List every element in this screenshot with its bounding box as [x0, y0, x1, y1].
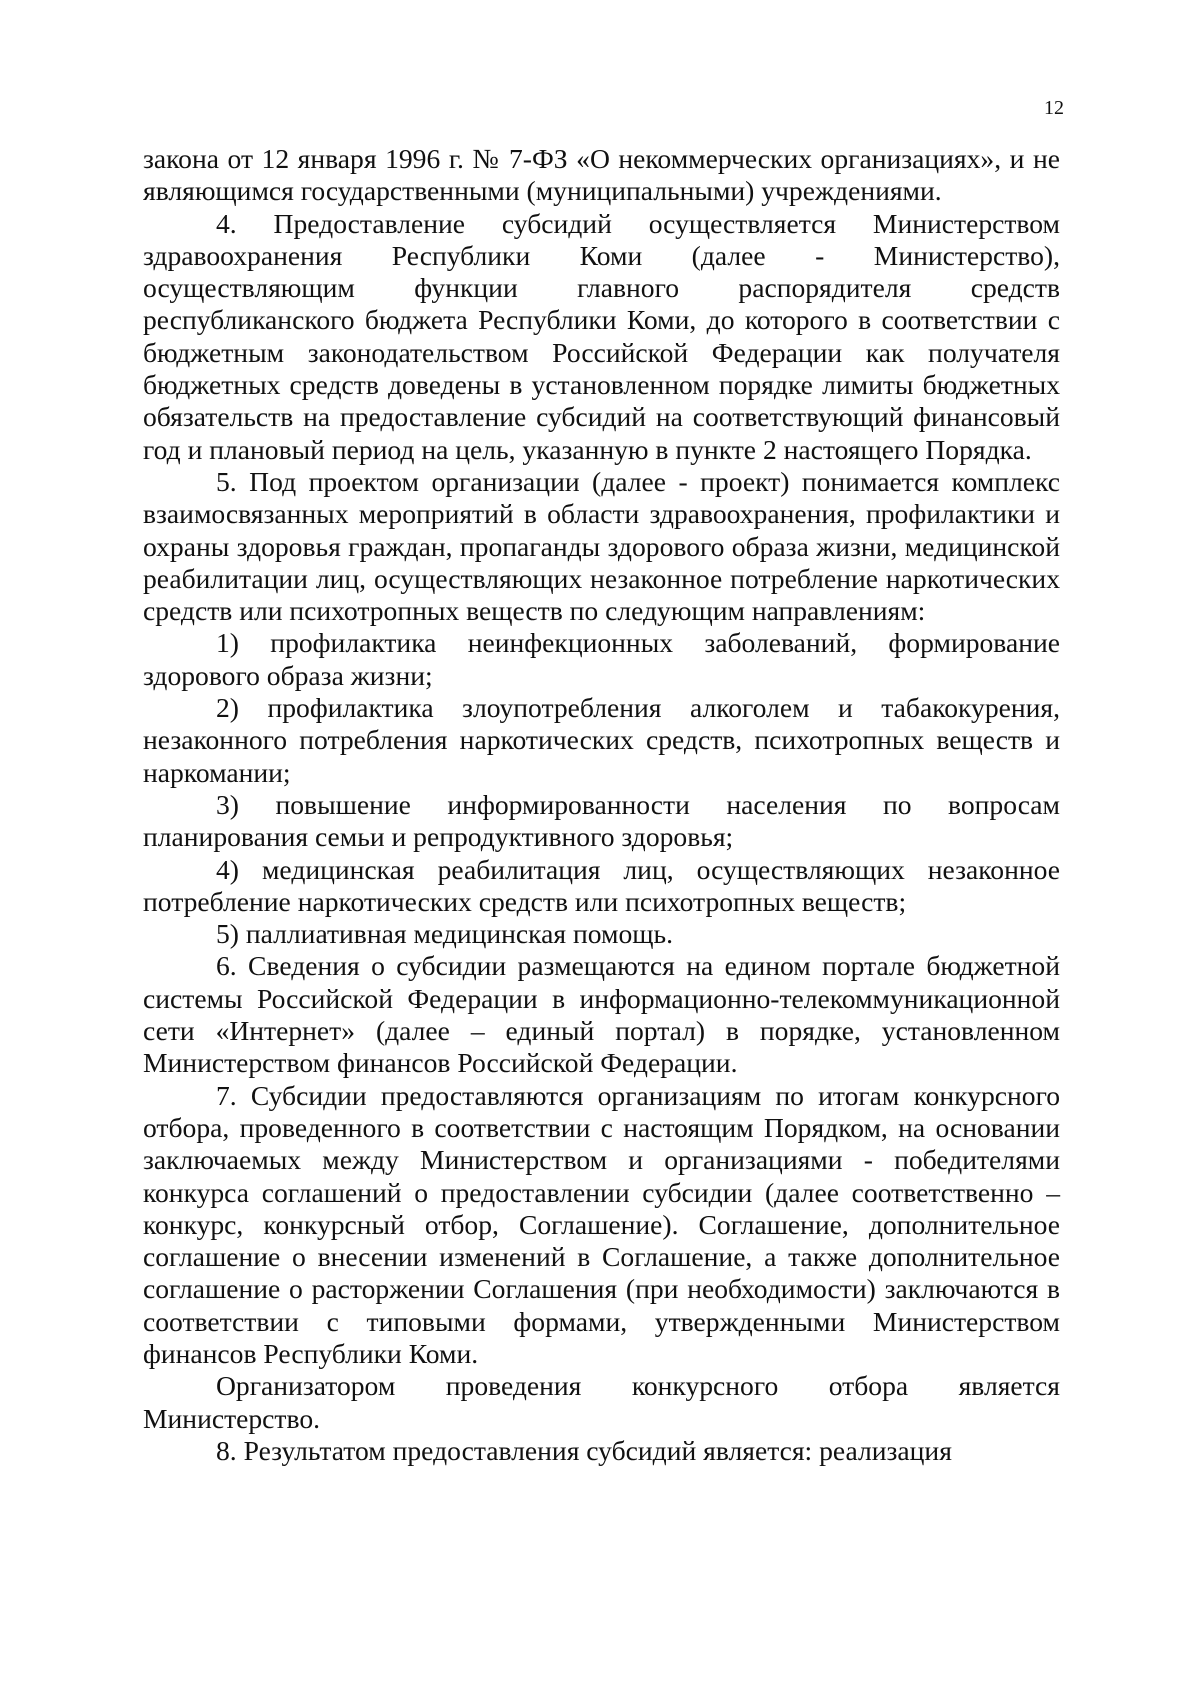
- paragraph-item-4: 4. Предоставление субсидий осуществляется Министерством здравоохранения Республики Коми (далее - Министерство), осуществляющим функции главного распорядителя средств республиканского бюджета Республики Коми, до которого в соответствии с бюджетным законодательством Российской Федерации как получателя бюджетных средств доведены в установленном порядке лимиты бюджетных обязательств на предоставление субсидий на соответствующий финансовый год и плановый период на цель, указанную в пункте 2 настоящего Порядка.: [143, 207, 1060, 465]
- page-number: 12: [1044, 97, 1064, 119]
- paragraph-item-7: 7. Субсидии предоставляются организациям по итогам конкурсного отбора, проведенного в соответствии с настоящим Порядком, на основании заключаемых между Министерством и организациями - победителями конкурса соглашений о предоставлении субсидии (далее соответственно – конкурс, конкурсный отбор, Соглашение). Соглашение, дополнительное соглашение о внесении изменений в Соглашение, а также дополнительное соглашение о расторжении Соглашения (при необходимости) заключаются в соответствии с типовыми формами, утвержденными Министерством финансов Республики Коми.: [143, 1079, 1060, 1369]
- list-item-1: 1) профилактика неинфекционных заболеваний, формирование здорового образа жизни;: [143, 627, 1060, 691]
- list-item-3: 3) повышение информированности населения по вопросам планирования семьи и репродуктивного здоровья;: [143, 788, 1060, 853]
- paragraph-item-8: 8. Результатом предоставления субсидий является: реализация: [216, 1434, 952, 1466]
- list-item-2: 2) профилактика злоупотребления алкоголем и табакокурения, незаконного потребления наркотических средств, психотропных веществ и наркомании;: [143, 692, 1060, 788]
- document-body: [143, 143, 1060, 1467]
- list-item-4: 4) медицинская реабилитация лиц, осуществляющих незаконное потребление наркотических средств или психотропных веществ;: [143, 853, 1060, 917]
- paragraph-item-6: 6. Сведения о субсидии размещаются на едином портале бюджетной системы Российской Федерации в информационно-телекоммуникационной сети «Интернет» (далее – единый портал) в порядке, установленном Министерством финансов Российской Федерации.: [143, 950, 1060, 1079]
- paragraph-organizer: Организатором проведения конкурсного отбора является Министерство.: [143, 1370, 1060, 1434]
- list-item-5: 5) паллиативная медицинская помощь.: [216, 918, 673, 950]
- paragraph-item-5: 5. Под проектом организации (далее - проект) понимается комплекс взаимосвязанных мероприятий в области здравоохранения, профилактики и охраны здоровья граждан, пропаганды здорового образа жизни, медицинской реабилитации лиц, осуществляющих незаконное потребление наркотических средств или психотропных веществ по следующим направлениям:: [143, 465, 1060, 627]
- paragraph-continuation: закона от 12 января 1996 г. № 7-ФЗ «О некоммерческих организациях», и не являющимся государственными (муниципальными) учреждениями.: [143, 143, 1060, 207]
